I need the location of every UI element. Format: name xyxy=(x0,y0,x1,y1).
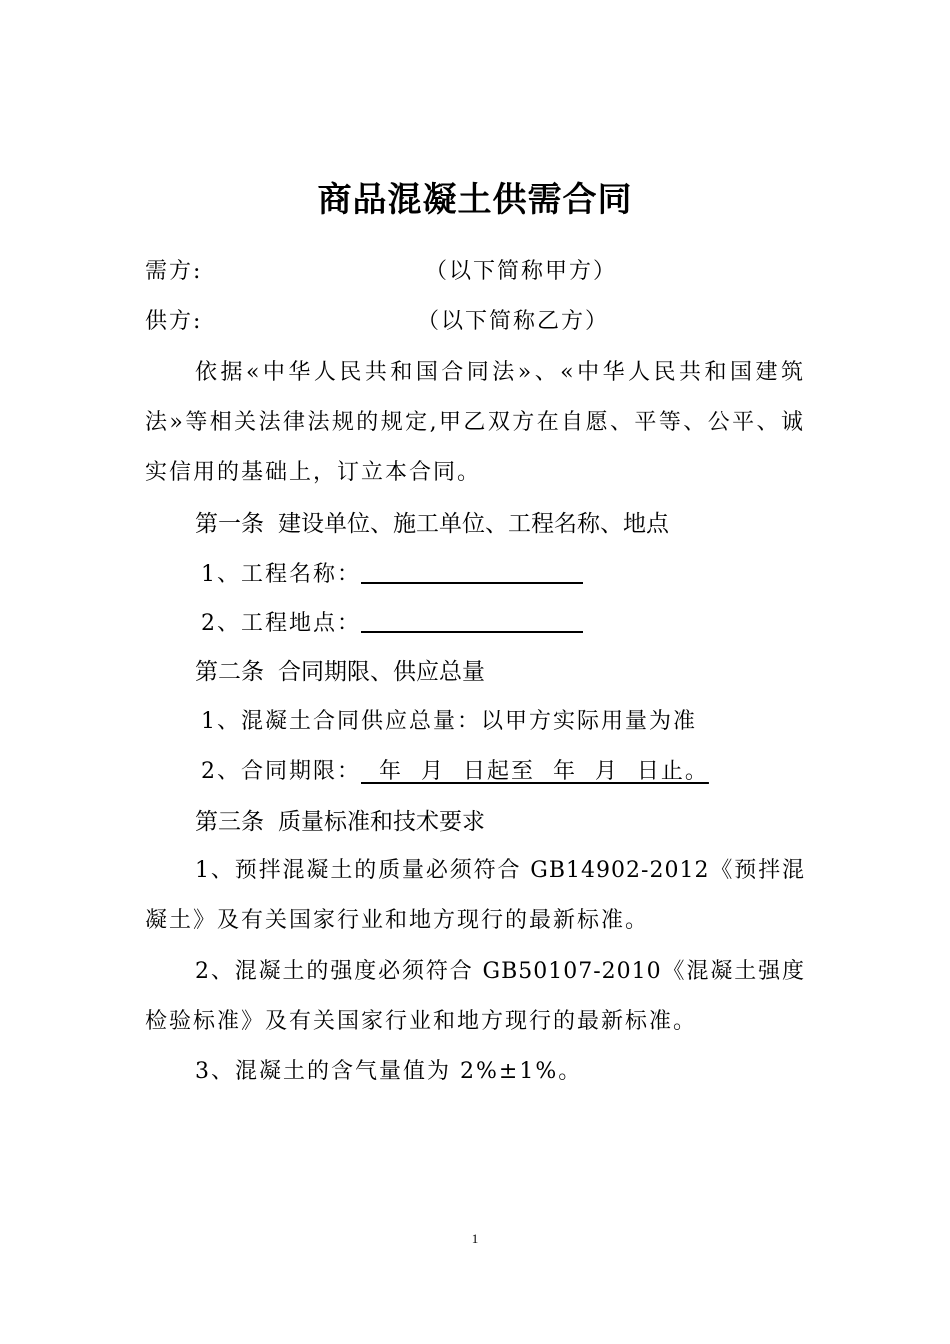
article-3-item-3: 3、混凝土的含气量值为 2%±1%。 xyxy=(195,1059,583,1084)
article-1-heading xyxy=(195,509,669,539)
article-2-title: 合同期限、供应总量 xyxy=(278,659,485,685)
article-2-heading xyxy=(195,657,485,687)
article-3-number: 第三条 xyxy=(195,809,264,835)
article-2-item-2 xyxy=(201,757,709,787)
buyer-label: 需方: xyxy=(145,259,203,284)
page-number: 1 xyxy=(471,1231,479,1246)
project-name-blank xyxy=(361,560,583,584)
project-location-blank xyxy=(361,609,583,633)
article-1-item-1 xyxy=(201,560,583,590)
buyer-note: （以下简称甲方） xyxy=(425,259,618,284)
preamble-line-1: 依据«中华人民共和国合同法»、«中华人民共和国建筑 xyxy=(195,360,805,385)
project-location-label: 2、工程地点： xyxy=(201,611,361,636)
buyer-line xyxy=(145,257,617,287)
seller-note: （以下简称乙方） xyxy=(417,309,610,334)
preamble-line-3: 实信用的基础上，订立本合同。 xyxy=(145,460,482,485)
article-2-number: 第二条 xyxy=(195,659,264,685)
article-3-title: 质量标准和技术要求 xyxy=(278,809,485,835)
article-1-title: 建设单位、施工单位、工程名称、地点 xyxy=(278,511,669,537)
contract-term-label: 2、合同期限： xyxy=(201,759,361,784)
contract-title: 商品混凝土供需合同 xyxy=(317,182,633,219)
project-name-label: 1、工程名称： xyxy=(201,562,361,587)
article-3-item-1-line-1: 1、预拌混凝土的质量必须符合 GB14902-2012《预拌混 xyxy=(195,858,805,883)
contract-term-value: 年 月 日起至 年 月 日止。 xyxy=(361,759,709,784)
seller-label: 供方: xyxy=(145,309,203,334)
article-3-item-2-line-2: 检验标准》及有关国家行业和地方现行的最新标准。 xyxy=(145,1009,698,1034)
article-3-item-1-line-2: 凝土》及有关国家行业和地方现行的最新标准。 xyxy=(145,908,650,933)
seller-line xyxy=(145,307,609,337)
article-3-item-2-line-1: 2、混凝土的强度必须符合 GB50107-2010《混凝土强度 xyxy=(195,959,805,984)
article-3-heading xyxy=(195,807,485,837)
preamble-line-2: 法»等相关法律法规的规定,甲乙双方在自愿、平等、公平、诚 xyxy=(145,410,805,435)
article-1-number: 第一条 xyxy=(195,511,264,537)
article-1-item-2 xyxy=(201,609,583,639)
article-2-item-1: 1、混凝土合同供应总量：以甲方实际用量为准 xyxy=(201,709,697,734)
